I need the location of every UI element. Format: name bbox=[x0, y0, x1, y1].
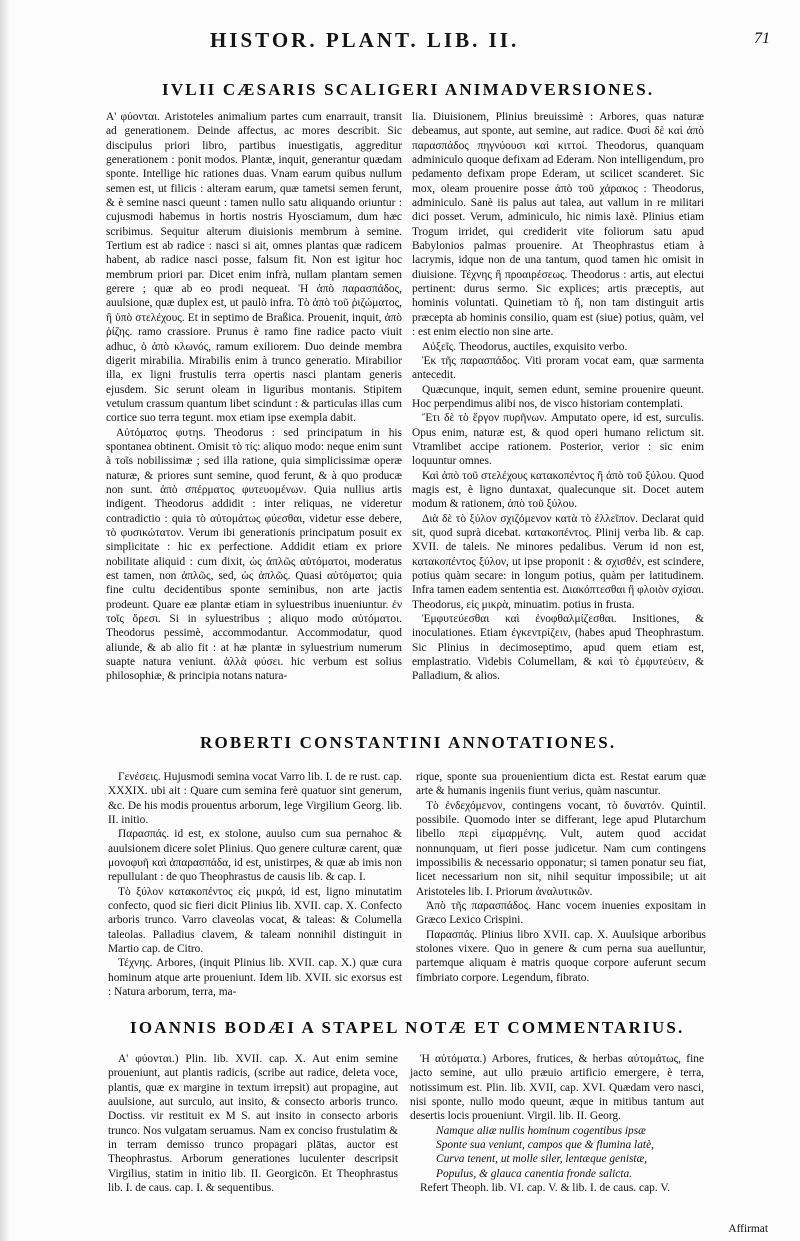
verse-line: Populus, & glauca canentia fronde salicta. bbox=[436, 1167, 633, 1180]
page-edge-shadow bbox=[0, 0, 10, 1241]
paragraph: lia. Diuisionem, Plinius breuissimè : Arbores, quas naturæ debeamus, aut sponte, aut semine, aut radice. Φυσὶ δὲ καὶ ἀπὸ παρασπάδος πηγνύουσι καὶ κιττοί. Theodorus, quanquam adminiculo quoque defixam ad Ederam. Non intelligendum, pro pedamento defixam prope Ederam, ut scilicet scanderet. Sic mox, oleam prouenire posse ἀπὸ τοῦ χάρακος : Theodorus, adminiculo. Sanè iis palus aut talea, aut vallum in re militari dici posset. Verum, adminiculo, hic nimis laxè. Plinius etiam Trogum irridet, qui crediderit vite foliorum satu apud Babylonios palmas prouenire. At Theophrastus etiam à lacrymis, idque non de una tantum, quod tamen hic omisit in diuisione. Τέχνης ἢ προαιρέσεως. Theodorus : artis, aut electui pertinent: durus sermo. Sic explices; artis præceptis, aut hominis voluntati. Quinetiam τὸ ἤ, non tam distinguit artis præcepta ab hominis consilio, quam est (siue) potius, quàm, vel : est enim electio non sine arte. bbox=[412, 111, 704, 339]
paragraph: Τὸ ξύλον κατακοπέντος εἰς μικρά, id est, ligno minutatim confecto, quod sic fieri dicit Plinius lib. XVII. cap. X. Confecto arboris trunco. Varro claveolas vocat, & taleas: & Columella taleolas. Palladius clavem, & taleam nonnihil distinguit in Martio cap. de Citro. bbox=[108, 885, 402, 956]
paragraph: A' φύονται.) Plin. lib. XVII. cap. X. Aut enim semine proueniunt, aut plantis radicis, (scribe aut radice, deleta voce, plantis, quæ ex margine in textum irrepsit) aut propagine, aut auulsione, aut surculo, aut insito, & consecto arboris trunco. Doctiss. vir restituit ex M S. aut insito in consecto arboris trunco. Nos vulgatam seruamus. Nam ex conciso frustulatim & in terram demisso trunco propagari plātas, auctor est Theophrastus. Arborum generationes luculenter descripsit Virgilius, statim in initio lib. II. Georgicōn. Et Theophrastus lib. I. de caus. cap. I. & sequentibus. bbox=[108, 1053, 398, 1195]
paragraph: Ἡ αὐτόματα.) Arbores, frutices, & herbas αὐτομάτως, fine jacto semine, aut ullo præuio artificio emergere, è terra, notissimum est. Plin. lib. XVII, cap. XVI. Quædam vero nasci, nisi sponte, nullo modo queunt, æque in mitibus tantum aut desertis locis proueniunt. Virgil. lib. II. Georg. bbox=[410, 1053, 704, 1123]
paragraph: Ἐκ τῆς παρασπάδος. Viti proram vocat eam, quæ sarmenta antecedit. bbox=[412, 354, 704, 382]
paragraph: rique, sponte sua prouenientium dicta est. Restat earum quæ arte & humanis ingeniis fiunt verius, quàm nascuntur. bbox=[416, 771, 706, 798]
paragraph: Αὐξεῖς. Theodorus, auctiles, exquisito verbo. bbox=[422, 340, 628, 353]
page-number: 71 bbox=[754, 30, 770, 47]
section-heading-scaliger: IVLII CÆSARIS SCALIGERI ANIMADVERSIONES. bbox=[162, 80, 655, 99]
paragraph: Αὐτόματος φυτηs. Theodorus : sed principatum in his spontanea obtinent. Omisit τὸ τίς: aliquo modo: neque enim sunt à τοῖs nobilissimæ ; sed illa ratione, quia simplicissimæ operæ naturæ, & priores sunt semine, quod ferunt, & à quo producæ non sunt. ἀπὸ σπέρματος φυτευομένων. Quia nullius artis indigent. Theodorus addidit : inter reliquas, ne videretur contradictio : quia τὸ αὐτομάτως φύεσθαι, videtur esse debere, τὸ φυσικώτατον. Verum ibi generationis principatum posuit ex simplicitate : hic ex perfectione. Addidit etiam ex priore nobilitate aliquid : cum dixit, ὡς ἀπλῶς αὐτόματοι, moderatus est tamen, non ἁπλῶς, sed, ὡς ἁπλῶς. Quasi αὐτόματοι; quia fine cultu decidentibus sponte seminibus, non arte jactis prodeunt. Quare eæ plantæ etiam in syluestribus inueniuntur. ἐν τοῖς ὄρεσι. Si in syluestribus ; aliquo modo αὐτόματοι. Theodorus pessimè, accommodantur. Accommodatur, quod aliunde, & ab alio fit : at hæ plantæ in syluestrium numerum suapte natura veniunt. ἀλλὰ φύσει. hic verbum est solius philosophiæ, & principia notans natura- bbox=[106, 426, 402, 683]
constantini-column-left bbox=[108, 770, 402, 1010]
section-heading-constantini: ROBERTI CONSTANTINI ANNOTATIONES. bbox=[200, 733, 617, 752]
paragraph: Refert Theoph. lib. VI. cap. V. & lib. I. de caus. cap. V. bbox=[420, 1182, 670, 1195]
paragraph: Τὸ ἐνδεχόμενον, contingens vocant, τὸ δυνατόν. Quintil. possibile. Quomodo inter se differant, lege apud Plutarchum libello περὶ εἱμαρμένης. Vult, autem quod accidat nonnunquam, ut fieri posse judicetur. Nam cum contingens impossibilis & necessario opponatur; si tamen ponatur seu fiat, licet necessarium non sit, nihil sequitur impossibile; ut ait Aristoteles lib. I. Priorum ἀναλυτικῶν. bbox=[416, 799, 706, 898]
paragraph: Γενέσεις. Hujusmodi semina vocat Varro lib. I. de re rust. cap. XXXIX. ubi ait : Quare cum semina ferè quatuor sint generum, &c. De his modis prouentus arborum, lege Virgilium Georg. lib. II. initio. bbox=[108, 771, 402, 827]
scaliger-column-right bbox=[412, 110, 704, 710]
verse-line: Sponte sua veniunt, campos que & flumina latè, bbox=[436, 1139, 654, 1152]
catchword: Affirmat bbox=[728, 1223, 768, 1235]
paragraph: A' φύονται. Aristoteles animalium partes cum enarrauit, transit ad generationem. Deinde affectus, ac mores describit. Sic discipulus priori libro, partibus inuestigatis, aggreditur generationem : ponit modos. Plantæ, inquit, generantur quædam sponte. Intellige hic rationes duas. Vnam earum quibus nullum semen est, ut filicis : alteram earum, quæ tametsi semen ferunt, & è semine nasci queunt : tamen nullo satu aliquando oriuntur : cujusmodi habemus in hortis nostris Hyosciamum, dum hæc scribimus. Sequitur alterum diuisionis membrum à semine. Tertium est ab radice : nasci si ait, omnes plantas quæ radicem habent, ab radice nasci posse, falsum fit. Non est igitur hoc membrum priori par. Dicet enim infrà, nullam plantam semen gerere ; quæ ab eo prodi nequeat. Ἡ ἀπὸ παρασπάδος, auulsione, quæ duplex est, ut paulò infra. Τὸ ἀπὸ τοῦ ῥιζώματος, ἢ ὑπὸ στελέχους. Et in septimo de Braßica. Prouenit, inquit, ἀπὸ ῥίζης. ramo crassiore. Prunus è ramo fine radice pacto viuit adhuc, ὁ ἀπὸ κλωνός, ramum exiliorem. Duo deinde membra digerit mirabilia. Mirabilis enim à trunco generatio. Mirabilior illa, ex ligni frustulis terra opertis nasci plantam generis ejusdem. Sic serunt oleam in liguribus montanis. Stipitem vetulum crassum quantum libet scindunt : & particulas illas cum cortice suo terra tegunt. mox etiam ipse exempla dabit. bbox=[106, 111, 402, 425]
paragraph: Παρασπάς. id est, ex stolone, auulso cum sua pernahoc & auulsionem dicere solet Plinius. Quo genere culturæ carent, quæ μονοφυῆ καὶ ἀπαρασπάδα, id est, unistirpes, & quæ ab imis non repullulant : de quo Theophrastus de causis lib. & cap. I. bbox=[108, 828, 402, 884]
paragraph: Ἐμφυτεύεσθαι καὶ ἐνοφθαλμίζεσθαι. Insitiones, & inoculationes. Etiam ἐγκεντρίζειν, (habes apud Theophrastum. Sic Plinius in decimoseptimo, apud quem etiam est, emplastratio. Videbis Columellam, & καὶ τὸ ἐμφυτεύειν, & Palladium, & alios. bbox=[412, 613, 704, 683]
paragraph: Quæcunque, inquit, semen edunt, semine prouenire queunt. Hoc perpendimus alibi nos, de visco historiam contemplati. bbox=[412, 383, 704, 410]
bodaei-column-right bbox=[410, 1052, 704, 1222]
running-title: HISTOR. PLANT. LIB. II. bbox=[210, 28, 520, 52]
paragraph: Τέχνης. Arbores, (inquit Plinius lib. XVII. cap. X.) quæ cura hominum atque arte proueniunt. Idem lib. XVII. sic exorsus est : Natura arborum, terra, ma- bbox=[108, 957, 402, 999]
paragraph: Καὶ ἀπὸ τοῦ στελέχους κατακοπέντος ἢ ἀπὸ τοῦ ξύλου. Quod magis est, è ligno duntaxat, qualecunque sit. Docet autem modum & rationem, ἀπὸ τοῦ ξύλου. bbox=[412, 469, 704, 511]
verse-line: Curva tenent, ut molle siler, lentæque genistæ, bbox=[436, 1153, 648, 1166]
scaliger-column-left bbox=[106, 110, 402, 710]
verse-line: Namque aliæ nullis hominum cogentibus ipsæ bbox=[436, 1124, 646, 1137]
paragraph: Παρασπάς. Plinius libro XVII. cap. X. Auulsique arboribus stolones vixere. Quo in genere & cum perna sua auelluntur, partemque aliquam è matris quoque corpore auferunt secum fimbriato corpore. Legendum, fibrato. bbox=[416, 928, 706, 984]
paragraph: Ἔτι δὲ τὸ ἔργον πυρῆνων. Amputato opere, id est, surculis. Opus enim, naturæ est, & quod operi humano relictum sit. Vtramlibet accipe rationem. Posterior, verior : sic enim loquuntur omnes. bbox=[412, 412, 704, 468]
constantini-column-right bbox=[416, 770, 706, 1010]
bodaei-column-left bbox=[108, 1052, 398, 1222]
paragraph: Διὰ δὲ τὸ ξύλον σχιζόμενον κατὰ τὸ ἐλλεῖπον. Declarat quid sit, quod suprà dicebat. κατακοπέντος. Plinij verba lib. & cap. XVII. de taleis. Ne minores pedalibus. Verum id non est, κατακοπέντος ξύλον, ut ipse proponit : & σχισθέν, est scindere, potius quàm secare: in longum potius, quàm per latitudinem. Infra tamen eadem sententia est. Διακόπτεσθαι ἢ φλοιὸν σχίσαι. Theodorus, εἰς μικρὰ, minuatim. potius in frusta. bbox=[412, 512, 704, 611]
section-heading-bodaei: IOANNIS BODÆI A STAPEL NOTÆ ET COMMENTARIUS. bbox=[130, 1018, 685, 1037]
paragraph: Ἀπὸ τῆς παρασπάδος. Hanc vocem inuenies expositam in Græco Lexico Crispini. bbox=[416, 900, 706, 927]
